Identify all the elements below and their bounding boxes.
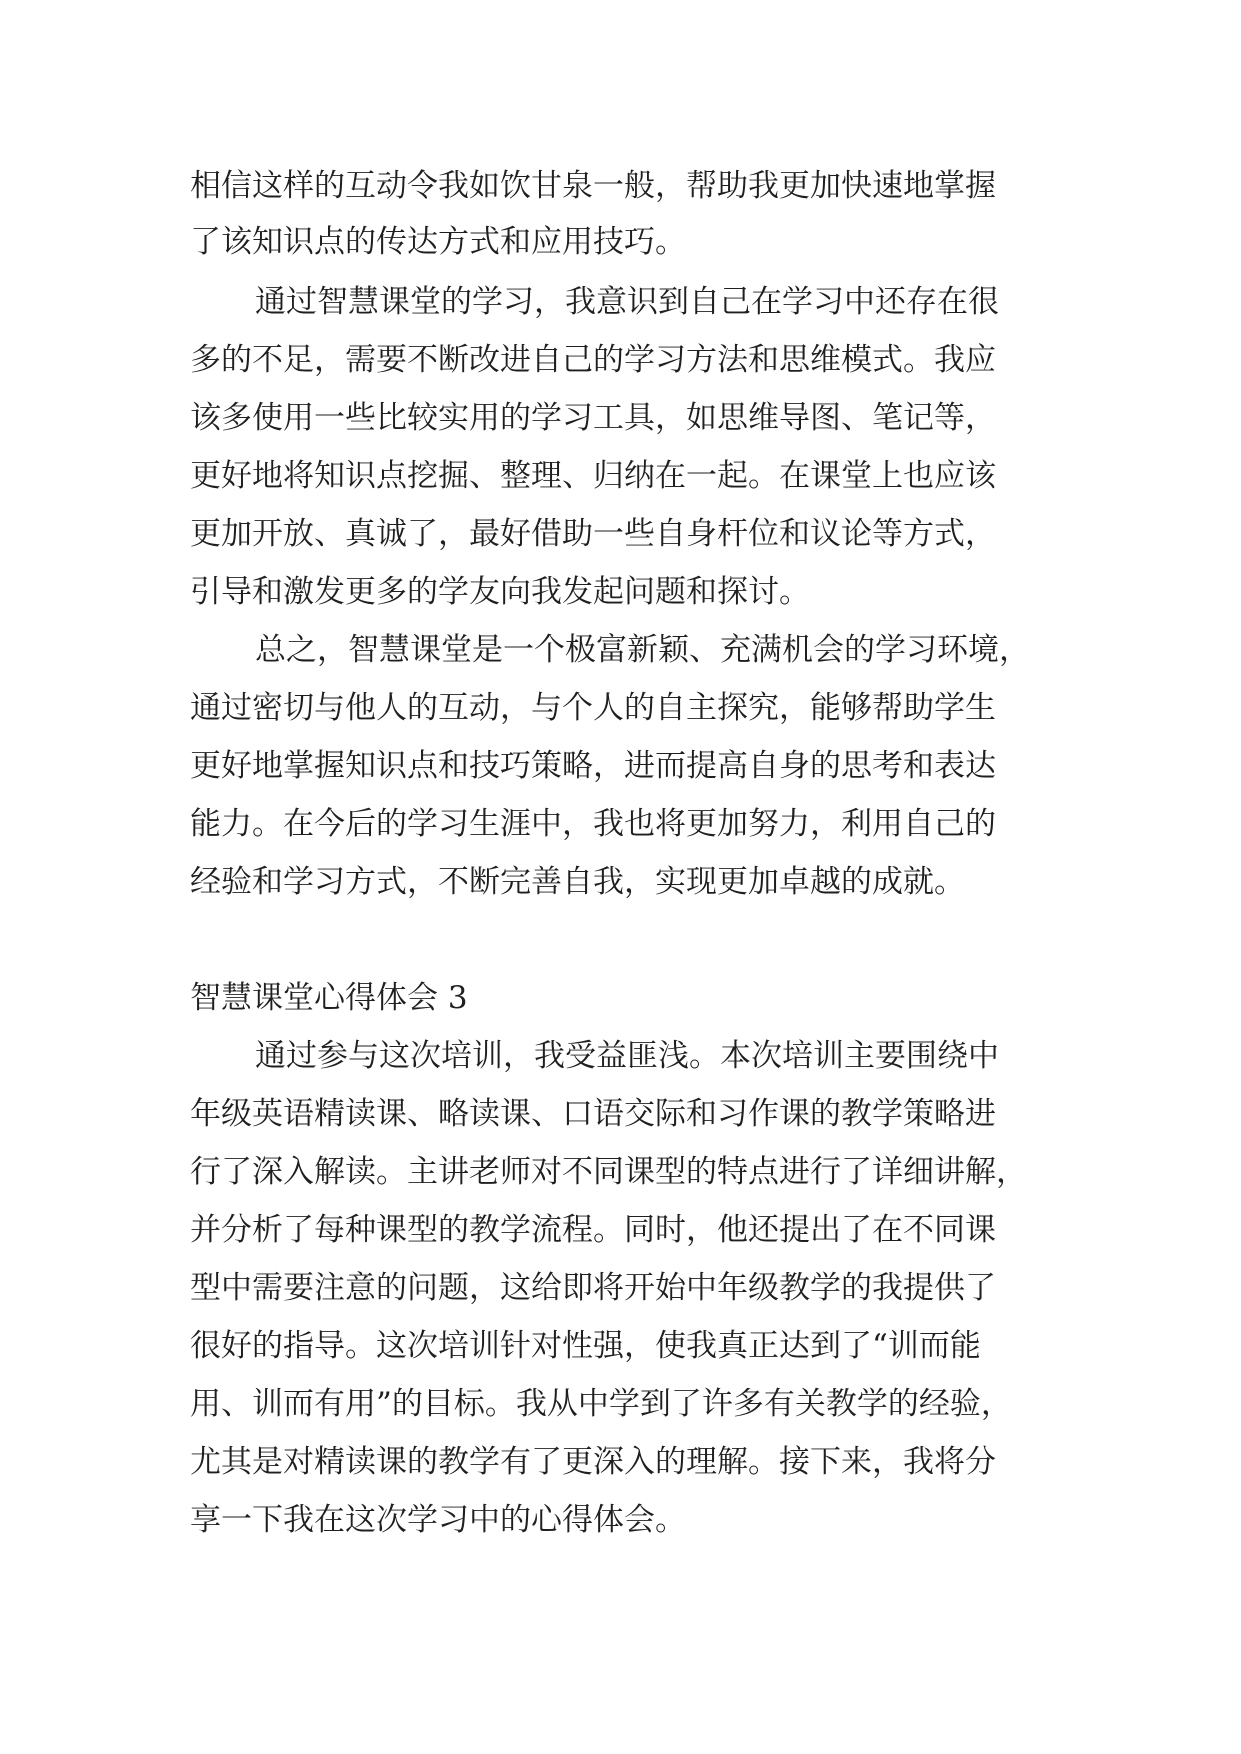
paragraph-5-line-1: 通过参与这次培训，我受益匪浅。本次培训主要围绕中 <box>255 1038 999 1074</box>
paragraph-2-line-6: 引导和激发更多的学友向我发起问题和探讨。 <box>190 574 810 610</box>
paragraph-1-line-1: 相信这样的互动令我如饮甘泉一般，帮助我更加快速地掌握 <box>190 168 996 204</box>
paragraph-5-line-7: 用、训而有用”的目标。我从中学到了许多有关教学的经验， <box>190 1386 1012 1422</box>
section-heading: 智慧课堂心得体会 3 <box>190 980 468 1016</box>
paragraph-1-line-2: 了该知识点的传达方式和应用技巧。 <box>190 224 686 260</box>
paragraph-5-line-8: 尤其是对精读课的教学有了更深入的理解。接下来，我将分 <box>190 1444 996 1480</box>
paragraph-2-line-3: 该多使用一些比较实用的学习工具，如思维导图、笔记等， <box>190 400 996 436</box>
paragraph-3-line-1: 总之，智慧课堂是一个极富新颖、充满机会的学习环境， <box>255 632 1030 668</box>
paragraph-5-line-2: 年级英语精读课、略读课、口语交际和习作课的教学策略进 <box>190 1096 996 1132</box>
paragraph-2-line-4: 更好地将知识点挖掘、整理、归纳在一起。在课堂上也应该 <box>190 458 996 494</box>
paragraph-5-line-4: 并分析了每种课型的教学流程。同时，他还提出了在不同课 <box>190 1212 996 1248</box>
paragraph-5-line-6: 很好的指导。这次培训针对性强，使我真正达到了“训而能 <box>190 1328 981 1364</box>
paragraph-2-line-2: 多的不足，需要不断改进自己的学习方法和思维模式。我应 <box>190 342 996 378</box>
paragraph-3-line-2: 通过密切与他人的互动，与个人的自主探究，能够帮助学生 <box>190 690 996 726</box>
paragraph-3-line-5: 经验和学习方式，不断完善自我，实现更加卓越的成就。 <box>190 864 965 900</box>
paragraph-3-line-4: 能力。在今后的学习生涯中，我也将更加努力，利用自己的 <box>190 806 996 842</box>
paragraph-5-line-5: 型中需要注意的问题，这给即将开始中年级教学的我提供了 <box>190 1270 996 1306</box>
paragraph-5-line-3: 行了深入解读。主讲老师对不同课型的特点进行了详细讲解， <box>190 1154 1027 1190</box>
paragraph-2-line-1: 通过智慧课堂的学习，我意识到自己在学习中还存在很 <box>255 284 999 320</box>
paragraph-3-line-3: 更好地掌握知识点和技巧策略，进而提高自身的思考和表达 <box>190 748 996 784</box>
paragraph-5-line-9: 享一下我在这次学习中的心得体会。 <box>190 1502 686 1538</box>
paragraph-2-line-5: 更加开放、真诚了，最好借助一些自身杆位和议论等方式， <box>190 516 996 552</box>
